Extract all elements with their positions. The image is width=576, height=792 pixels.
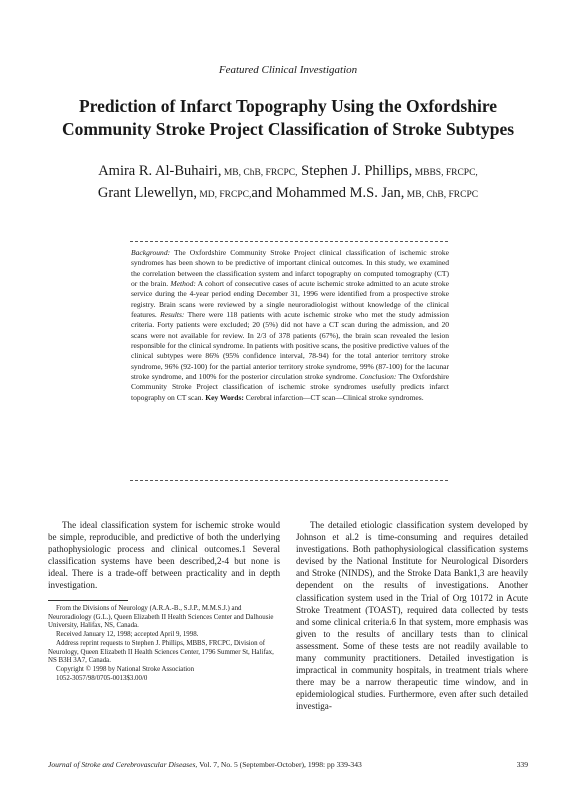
- footnotes: [48, 605, 280, 683]
- abstract-background: The Oxfordshire Community Stroke Project clinical classification of ischemic stroke syndromes has been shown to be predictive of important clinical outcomes. In this study, we examined the correlation between the classification system and infarct topography on computed tomography (CT) or the brain.: [131, 248, 449, 289]
- abstract-keywords-label: Key Words:: [203, 392, 244, 402]
- section-label: Featured Clinical Investigation: [218, 64, 358, 76]
- author-name: and Mohammed M.S. Jan,: [251, 185, 405, 201]
- footnote-divider: [48, 600, 128, 601]
- footnote-copyright: Copyright © 1998 by National Stroke Association: [56, 665, 195, 673]
- article-title: [40, 95, 536, 141]
- author-line-1: [40, 161, 536, 183]
- abstract-method-label: Method:: [168, 279, 196, 289]
- title-line-2: Community Stroke Project Classification of Stroke Subtypes: [61, 119, 515, 139]
- footnote-reprints: Address reprint requests to Stephen J. Phillips, MBBS, FRCPC, Division of Neurology, Queen Elizabeth II Health Sciences Center, 1796 Summer St, Halifax, NS B3H 3A7, Canada.: [48, 639, 274, 665]
- footnote-doi: 1052-3057/98/0705-0013$3.00/0: [56, 674, 148, 682]
- footnote-dates: Received January 12, 1998; accepted April 9, 1998.: [56, 631, 199, 639]
- journal-details: Vol. 7, No. 5 (September-October), 1998: pp 339-343: [197, 760, 362, 769]
- abstract-bottom-divider: [130, 480, 448, 482]
- author-credentials: MBBS, FRCPC,: [412, 168, 478, 178]
- body-paragraph: The ideal classification system for ischemic stroke would be simple, reproducible, and predictive of both the underlying pathophysiologic process and clinical outcomes.1 Several classification systems have been described,2-4 but none is ideal. There is a trade-off between practicality and in depth investigation.: [48, 520, 280, 591]
- abstract-conclusion-label: Conclusion:: [357, 372, 397, 382]
- page-number: 339: [516, 760, 528, 769]
- author-list: [40, 161, 536, 205]
- abstract-method: A cohort of consecutive cases of acute ischemic stroke admitted to an acute stroke service during the 4-year period ending December 31, 1996 were identified from a prospective stroke registry. Brain scans were reviewed by a single neuroradiologist without knowledge of the clinical features.: [131, 279, 449, 320]
- abstract: [131, 248, 449, 403]
- abstract-results-label: Results:: [156, 310, 185, 320]
- author-credentials: MD, FRCPC,: [196, 190, 252, 200]
- journal-footer: [48, 760, 478, 769]
- body-column-right: [296, 519, 528, 713]
- body-paragraph: The detailed etiologic classification system developed by Johnson et al.2 is time-consuming and requires detailed investigations. Both pathophysiological classification systems devised by the National Institute for Neurological Disorders and Stroke (NINDS), and the Stroke Data Bank1,3 are heavily dependent on the results of investigations. Another classification system used in the Trial of Org 10172 in Acute Stroke Treatment (TOAST), required data collected by tests and some clinical criteria.6 In that system, more emphasis was given to the results of ancillary tests than to clinical assessment. Some of these tests are not readily available to many community practitioners. Detailed investigation is impractical in community hospitals, in treatment trials where there may be a narrow therapeutic time window, and in epidemiological studies. Furthermore, even after such detailed investiga-: [296, 520, 528, 712]
- journal-name: Journal of Stroke and Cerebrovascular Diseases,: [48, 760, 198, 769]
- abstract-keywords: Cerebral infarction—CT scan—Clinical stroke syndromes.: [243, 392, 424, 402]
- abstract-results: There were 118 patients with acute ischemic stroke who met the study admission criteria. Forty patients were excluded; 20 (5%) did not have a CT scan during the admission, and 20 scans were not available for review. In 2/3 of 378 patients (67%), the brain scan revealed the lesion responsible for the clinical syndrome. In patients with positive scans, the positive predictive values of the clinical subtypes were 86% (95% confidence interval, 78-94) for the total anterior territory stroke syndrome, 96% (92-100) for the partial anterior territory stroke syndrome, 99% (87-100) for the lacunar stroke syndrome, and 100% for the posterior circulation stroke syndrome.: [131, 310, 450, 382]
- footnote-affiliation: From the Divisions of Neurology (A.R.A.-B., S.J.P., M.M.S.J.) and Neuroradiology (G.L.), Queen Elizabeth II Health Sciences Center and Dalhousie University, Halifax, NS, Canada.: [48, 605, 274, 630]
- author-credentials: MB, ChB, FRCPC,: [221, 168, 298, 178]
- author-line-2: [40, 183, 536, 205]
- body-column-left: [48, 519, 280, 592]
- title-line-1: Prediction of Infarct Topography Using the Oxfordshire: [78, 96, 498, 116]
- author-name: Stephen J. Phillips,: [297, 163, 413, 179]
- abstract-background-label: Background:: [131, 248, 171, 257]
- author-credentials: MB, ChB, FRCPC: [404, 190, 479, 200]
- abstract-conclusion: The Oxfordshire Community Stroke Project classification of ischemic stroke syndromes usefully predicts infarct topography on CT scan.: [131, 372, 450, 402]
- author-name: Grant Llewellyn,: [97, 185, 197, 201]
- abstract-top-divider: [130, 241, 448, 243]
- author-name: Amira R. Al-Buhairi,: [98, 163, 222, 179]
